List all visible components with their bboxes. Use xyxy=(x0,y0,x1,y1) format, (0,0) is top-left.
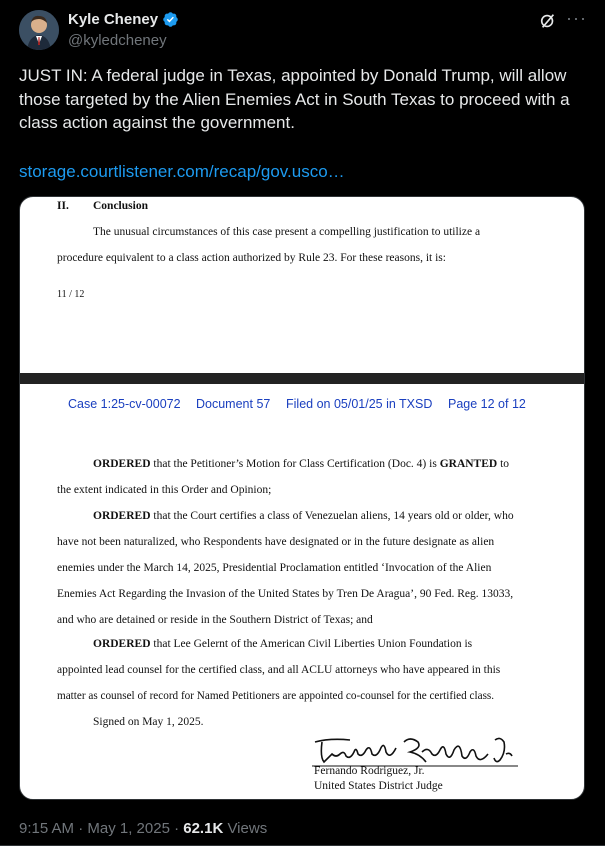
page-indicator: 11 / 12 xyxy=(57,289,85,300)
grok-icon[interactable] xyxy=(539,12,557,30)
doc-line: Enemies Act Regarding the Invasion of the United States by Tren De Aragua’, 90 Fed. Reg. 13033, xyxy=(57,588,514,600)
author-handle[interactable]: @kyledcheney xyxy=(68,32,167,49)
section-title: Conclusion xyxy=(93,200,148,212)
document-image[interactable] xyxy=(19,196,585,800)
more-options-icon[interactable]: ··· xyxy=(566,8,587,28)
author-name-text[interactable]: Kyle Cheney xyxy=(68,11,159,28)
views-count: 62.1K xyxy=(183,820,224,837)
judge-title: United States District Judge xyxy=(314,780,443,792)
doc-line xyxy=(93,458,509,470)
doc-text: to xyxy=(497,458,510,470)
doc-line: the extent indicated in this Order and Opinion; xyxy=(57,484,272,496)
verified-badge-icon xyxy=(162,11,179,28)
doc-line: matter as counsel of record for Named Petitioners are appointed co-counsel for the certified class. xyxy=(57,690,495,702)
signed-date: Signed on May 1, 2025. xyxy=(93,716,204,728)
granted-keyword: GRANTED xyxy=(439,458,498,470)
filed-date: Filed on 05/01/25 in TXSD xyxy=(286,397,433,411)
doc-text: that the Petitioner’s Motion for Class Certification (Doc. 4) is xyxy=(150,458,440,470)
doc-line: procedure equivalent to a class action authorized by Rule 23. For these reasons, it is: xyxy=(57,252,446,264)
doc-line: enemies under the March 14, 2025, Presidential Proclamation entitled ‘Invocation of the Alien xyxy=(57,562,492,574)
author-name[interactable] xyxy=(68,11,179,28)
tweet-meta xyxy=(19,820,267,837)
page-number: Page 12 of 12 xyxy=(448,397,526,411)
document-number: Document 57 xyxy=(196,397,271,411)
tweet-link[interactable]: storage.courtlistener.com/recap/gov.usco… xyxy=(19,162,345,181)
doc-line: The unusual circumstances of this case present a compelling justification to utilize a xyxy=(93,226,481,238)
doc-text: that the Court certifies a class of Venezuelan aliens, 14 years old or older, who xyxy=(150,510,514,522)
doc-line: have not been naturalized, who Respondents have designated or in the future designate as alien xyxy=(57,536,495,548)
ordered-keyword: ORDERED xyxy=(93,510,151,522)
tweet-text: JUST IN: A federal judge in Texas, appointed by Donald Trump, will allow those targeted by the Alien Enemies Act in South Texas to proceed with a class action against the government. xyxy=(19,66,570,132)
ordered-keyword: ORDERED xyxy=(93,638,151,650)
page-divider xyxy=(20,373,584,384)
doc-text: that Lee Gelernt of the American Civil Liberties Union Foundation is xyxy=(150,638,473,650)
ordered-keyword: ORDERED xyxy=(93,458,151,470)
section-number: II. xyxy=(57,200,69,212)
doc-line xyxy=(93,638,472,650)
case-number: Case 1:25-cv-00072 xyxy=(68,397,181,411)
doc-line xyxy=(93,510,514,522)
tweet-timestamp[interactable]: 9:15 AM · May 1, 2025 · xyxy=(19,820,184,837)
judge-name: Fernando Rodriguez, Jr. xyxy=(314,765,425,777)
doc-line: and who are detained or reside in the Southern District of Texas; and xyxy=(57,614,373,626)
views-label: Views xyxy=(223,820,268,837)
doc-line: appointed lead counsel for the certified class, and all ACLU attorneys who have appeared in this xyxy=(57,664,501,676)
avatar[interactable] xyxy=(19,10,59,50)
